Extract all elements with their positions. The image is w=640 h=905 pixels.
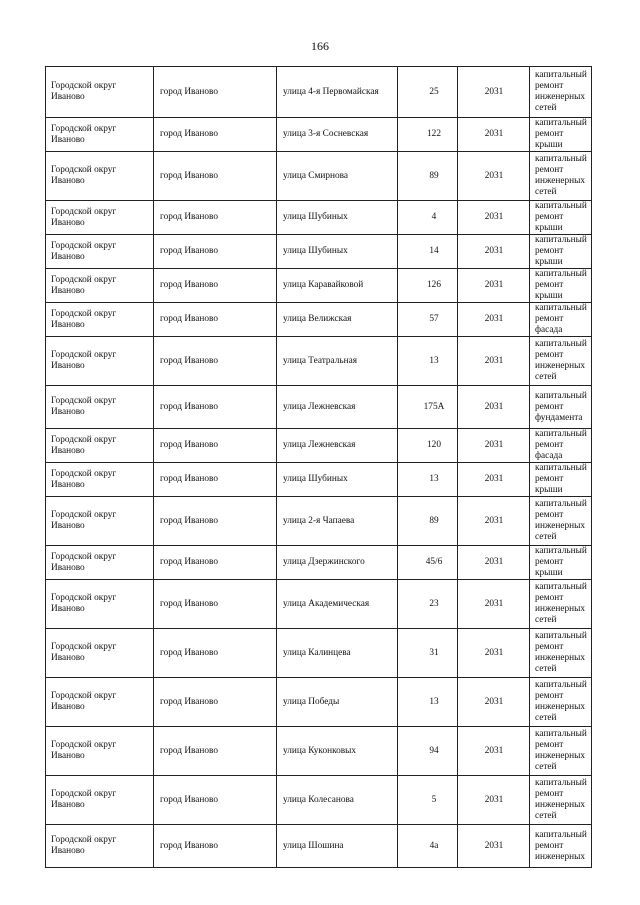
cell-year: 2031 (458, 429, 530, 463)
table-row (46, 337, 592, 386)
cell-year: 2031 (458, 546, 530, 580)
cell-year: 2031 (458, 235, 530, 269)
cell-work-type: капитальный ремонт крыши (530, 546, 592, 580)
cell-work-type: капитальный ремонт инженерных сетей (530, 727, 592, 776)
cell-year: 2031 (458, 303, 530, 337)
cell-district: Городской округ Иваново (46, 678, 154, 727)
cell-street: улица Каравайковой (277, 269, 398, 303)
cell-district: Городской округ Иваново (46, 152, 154, 201)
cell-work-type: капитальный ремонт крыши (530, 463, 592, 497)
cell-year: 2031 (458, 580, 530, 629)
table-row (46, 201, 592, 235)
cell-work-type: капитальный ремонт инженерных сетей (530, 337, 592, 386)
cell-district: Городской округ Иваново (46, 201, 154, 235)
cell-house-number: 31 (398, 629, 458, 678)
table-row (46, 235, 592, 269)
cell-work-type: капитальный ремонт инженерных сетей (530, 678, 592, 727)
table-row (46, 269, 592, 303)
cell-district: Городской округ Иваново (46, 727, 154, 776)
cell-house-number: 89 (398, 497, 458, 546)
cell-city: город Иваново (154, 152, 277, 201)
cell-house-number: 175А (398, 386, 458, 429)
cell-work-type: капитальный ремонт крыши (530, 235, 592, 269)
cell-city: город Иваново (154, 386, 277, 429)
cell-city: город Иваново (154, 825, 277, 868)
cell-city: город Иваново (154, 303, 277, 337)
cell-street: улица Академическая (277, 580, 398, 629)
cell-work-type: капитальный ремонт инженерных (530, 825, 592, 868)
cell-district: Городской округ Иваново (46, 386, 154, 429)
cell-street: улица Шубиных (277, 235, 398, 269)
table-row (46, 825, 592, 868)
cell-street: улица 4-я Первомайская (277, 67, 398, 118)
cell-year: 2031 (458, 825, 530, 868)
table-row (46, 118, 592, 152)
cell-street: улица Лежневская (277, 429, 398, 463)
cell-city: город Иваново (154, 776, 277, 825)
cell-city: город Иваново (154, 546, 277, 580)
cell-city: город Иваново (154, 337, 277, 386)
cell-house-number: 126 (398, 269, 458, 303)
cell-year: 2031 (458, 337, 530, 386)
cell-city: город Иваново (154, 678, 277, 727)
cell-work-type: капитальный ремонт крыши (530, 269, 592, 303)
cell-street: улица Колесанова (277, 776, 398, 825)
cell-district: Городской округ Иваново (46, 303, 154, 337)
cell-city: город Иваново (154, 429, 277, 463)
cell-house-number: 45/6 (398, 546, 458, 580)
cell-year: 2031 (458, 629, 530, 678)
cell-city: город Иваново (154, 497, 277, 546)
cell-work-type: капитальный ремонт инженерных сетей (530, 580, 592, 629)
cell-district: Городской округ Иваново (46, 825, 154, 868)
cell-house-number: 89 (398, 152, 458, 201)
cell-district: Городской округ Иваново (46, 429, 154, 463)
cell-work-type: капитальный ремонт инженерных сетей (530, 629, 592, 678)
cell-street: улица Дзержинского (277, 546, 398, 580)
cell-work-type: капитальный ремонт инженерных сетей (530, 497, 592, 546)
cell-work-type: капитальный ремонт инженерных сетей (530, 67, 592, 118)
table-row (46, 776, 592, 825)
cell-street: улица 3-я Сосневская (277, 118, 398, 152)
cell-house-number: 122 (398, 118, 458, 152)
cell-year: 2031 (458, 386, 530, 429)
cell-house-number: 23 (398, 580, 458, 629)
cell-house-number: 13 (398, 463, 458, 497)
table-row (46, 386, 592, 429)
cell-street: улица Смирнова (277, 152, 398, 201)
cell-house-number: 120 (398, 429, 458, 463)
cell-year: 2031 (458, 67, 530, 118)
table-row (46, 463, 592, 497)
cell-house-number: 5 (398, 776, 458, 825)
cell-district: Городской округ Иваново (46, 463, 154, 497)
cell-work-type: капитальный ремонт инженерных сетей (530, 152, 592, 201)
page-number: 166 (311, 39, 329, 53)
table-row (46, 629, 592, 678)
cell-city: город Иваново (154, 629, 277, 678)
cell-work-type: капитальный ремонт инженерных сетей (530, 776, 592, 825)
table-row (46, 497, 592, 546)
cell-city: город Иваново (154, 235, 277, 269)
cell-street: улица Шубиных (277, 201, 398, 235)
cell-district: Городской округ Иваново (46, 629, 154, 678)
cell-year: 2031 (458, 727, 530, 776)
cell-street: улица Шошина (277, 825, 398, 868)
cell-city: город Иваново (154, 269, 277, 303)
cell-district: Городской округ Иваново (46, 580, 154, 629)
table-row (46, 678, 592, 727)
cell-district: Городской округ Иваново (46, 235, 154, 269)
cell-street: улица 2-я Чапаева (277, 497, 398, 546)
cell-street: улица Велижская (277, 303, 398, 337)
cell-district: Городской округ Иваново (46, 776, 154, 825)
table-row (46, 546, 592, 580)
cell-house-number: 94 (398, 727, 458, 776)
cell-city: город Иваново (154, 580, 277, 629)
cell-house-number: 25 (398, 67, 458, 118)
table-row (46, 67, 592, 118)
cell-work-type: капитальный ремонт фасада (530, 303, 592, 337)
cell-district: Городской округ Иваново (46, 67, 154, 118)
table-row (46, 727, 592, 776)
cell-street: улица Победы (277, 678, 398, 727)
cell-house-number: 57 (398, 303, 458, 337)
cell-house-number: 13 (398, 678, 458, 727)
cell-work-type: капитальный ремонт фасада (530, 429, 592, 463)
cell-house-number: 13 (398, 337, 458, 386)
table-row (46, 580, 592, 629)
cell-work-type: капитальный ремонт фундамента (530, 386, 592, 429)
cell-district: Городской округ Иваново (46, 269, 154, 303)
cell-city: город Иваново (154, 67, 277, 118)
cell-district: Городской округ Иваново (46, 546, 154, 580)
cell-street: улица Театральная (277, 337, 398, 386)
cell-city: город Иваново (154, 463, 277, 497)
cell-year: 2031 (458, 152, 530, 201)
cell-street: улица Куконковых (277, 727, 398, 776)
cell-street: улица Лежневская (277, 386, 398, 429)
cell-house-number: 14 (398, 235, 458, 269)
table-body (46, 67, 592, 868)
cell-district: Городской округ Иваново (46, 497, 154, 546)
cell-year: 2031 (458, 497, 530, 546)
cell-year: 2031 (458, 463, 530, 497)
cell-year: 2031 (458, 201, 530, 235)
table-row (46, 303, 592, 337)
cell-year: 2031 (458, 118, 530, 152)
cell-city: город Иваново (154, 201, 277, 235)
cell-work-type: капитальный ремонт крыши (530, 118, 592, 152)
cell-year: 2031 (458, 776, 530, 825)
cell-house-number: 4 (398, 201, 458, 235)
repair-schedule-table (45, 66, 592, 868)
cell-year: 2031 (458, 678, 530, 727)
table-row (46, 152, 592, 201)
table-row (46, 429, 592, 463)
cell-district: Городской округ Иваново (46, 118, 154, 152)
cell-street: улица Шубиных (277, 463, 398, 497)
cell-street: улица Калинцева (277, 629, 398, 678)
cell-year: 2031 (458, 269, 530, 303)
cell-city: город Иваново (154, 727, 277, 776)
cell-house-number: 4а (398, 825, 458, 868)
cell-district: Городской округ Иваново (46, 337, 154, 386)
cell-work-type: капитальный ремонт крыши (530, 201, 592, 235)
cell-city: город Иваново (154, 118, 277, 152)
